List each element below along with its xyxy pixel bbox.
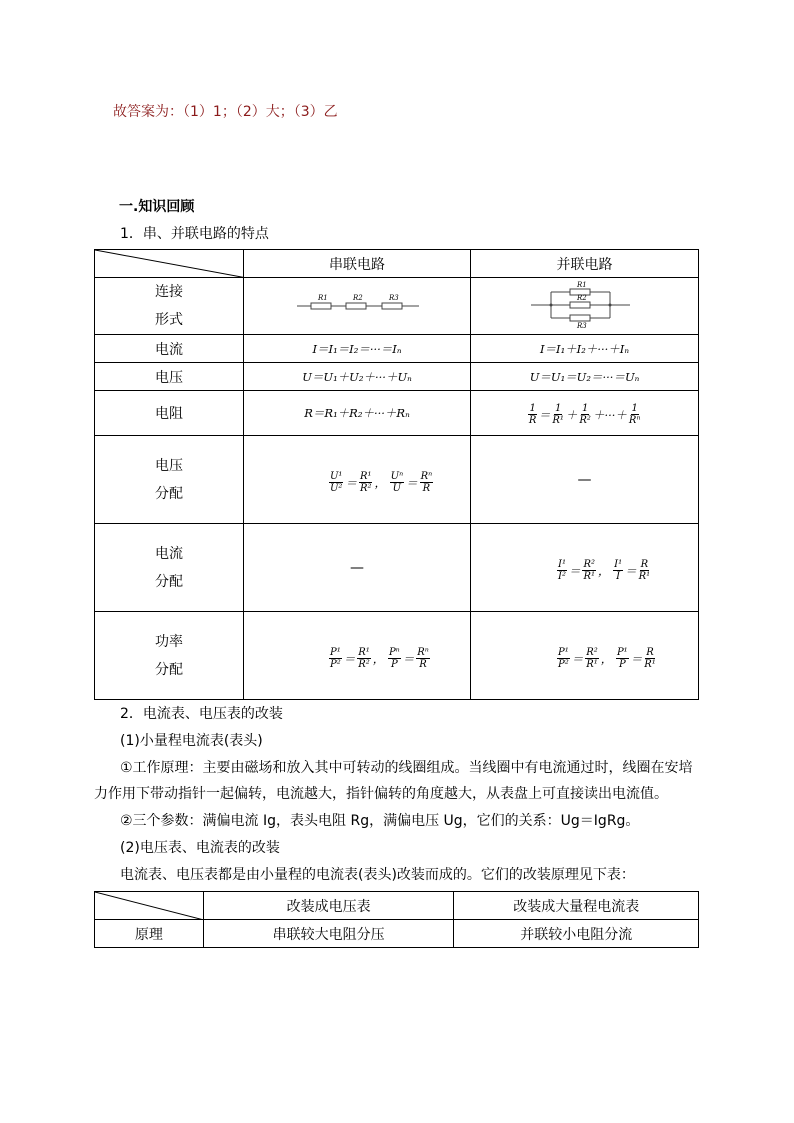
paragraph-1a: ①工作原理：主要由磁场和放入其中可转动的线圈组成。当线圈中有电流通过时，线圈在安培 (120, 760, 693, 776)
parallel-resistance-formula: $\frac{1}{R}$ ＝ $\frac{1}{\text{R¹}}$ ＋ $\frac{1}{\text{R²}}$ ＋···＋ $\frac{1}{\text{Rⁿ}}$ (471, 391, 699, 436)
resistor-label-r2: R2 (353, 294, 363, 302)
row-label-voltage: 电压 (95, 363, 244, 391)
circuit-table (94, 249, 699, 700)
diagonal-header-cell-2 (95, 892, 204, 920)
sub1-heading: (1)小量程电流表(表头) (120, 733, 263, 749)
paragraph-1b: 力作用下带动指针一起偏转，电流越大，指针偏转的角度越大，从表盘上可直接读出电流值。 (94, 786, 668, 802)
resistor-label-p1: R1 (577, 281, 587, 289)
answer-text: 故答案为：（1）1；（2）大；（3）乙 (113, 104, 338, 120)
resistor-label-r1: R1 (318, 294, 328, 302)
row-label-idist: 电流 分配 (95, 524, 244, 612)
series-circuit-diagram (244, 278, 471, 335)
resistor-label-p3: R3 (577, 322, 587, 330)
row-label-vdist: 电压 分配 (95, 436, 244, 524)
row-label-principle: 原理 (95, 920, 204, 948)
parallel-pdist-formula: $\frac{\text{P¹}}{\text{P²}}$ ＝ $\frac{\text{R²}}{\text{R¹}}$ ， $\frac{\text{P¹}}{P}$ ＝ $\frac{R}{\text{R¹}}$ (471, 612, 699, 700)
row-label-current: 电流 (95, 335, 244, 363)
row-label-connect: 连接 形式 (95, 278, 244, 335)
resistor-label-r3: R3 (389, 294, 399, 302)
series-current-formula: I＝I₁＝I₂＝···＝Iₙ (244, 335, 471, 363)
sub2-heading: (2)电压表、电流表的改装 (120, 840, 280, 856)
series-idist-dash: — (244, 524, 471, 612)
parallel-vdist-dash: — (471, 436, 699, 524)
item2-heading: 2．电流表、电压表的改装 (120, 706, 283, 722)
paragraph-3: 电流表、电压表都是由小量程的电流表(表头)改装而成的。它们的改装原理见下表： (120, 867, 635, 883)
series-resistance-formula: R＝R₁＋R₂＋···＋Rₙ (244, 391, 471, 436)
item1-heading: 1．串、并联电路的特点 (120, 226, 269, 242)
parallel-circuit-diagram (471, 278, 699, 335)
series-voltage-formula: U＝U₁＋U₂＋···＋Uₙ (244, 363, 471, 391)
diagonal-header-cell (95, 250, 244, 278)
row-label-resistance: 电阻 (95, 391, 244, 436)
parallel-idist-formula: $\frac{\text{I¹}}{\text{I²}}$ ＝ $\frac{\text{R²}}{\text{R¹}}$ ， $\frac{\text{I¹}}{I}$ ＝ $\frac{R}{\text{R¹}}$ (471, 524, 699, 612)
header-ammeter: 改装成大量程电流表 (454, 892, 699, 920)
header-series: 串联电路 (244, 250, 471, 278)
parallel-voltage-formula: U＝U₁＝U₂＝···＝Uₙ (471, 363, 699, 391)
resistor-label-p2: R2 (577, 294, 587, 302)
header-parallel: 并联电路 (471, 250, 699, 278)
section-title: 一.知识回顾 (119, 199, 195, 215)
ammeter-principle: 并联较小电阻分流 (454, 920, 699, 948)
series-pdist-formula: $\frac{\text{P¹}}{\text{P²}}$ ＝ $\frac{\text{R¹}}{\text{R²}}$ ， $\frac{\text{Pⁿ}}{P}$ ＝ $\frac{\text{Rⁿ}}{R}$ (244, 612, 471, 700)
voltmeter-principle: 串联较大电阻分压 (203, 920, 454, 948)
parallel-current-formula: I＝I₁＋I₂＋···＋Iₙ (471, 335, 699, 363)
paragraph-2: ②三个参数：满偏电流 Ig，表头电阻 Rg，满偏电压 Ug，它们的关系：Ug＝IgRg。 (120, 813, 640, 829)
series-vdist-formula: $\frac{\text{U¹}}{\text{U²}}$ ＝ $\frac{\text{R¹}}{\text{R²}}$ ， $\frac{\text{Uⁿ}}{U}$ ＝ $\frac{\text{Rⁿ}}{R}$ (244, 436, 471, 524)
header-voltmeter: 改装成电压表 (203, 892, 454, 920)
row-label-pdist: 功率 分配 (95, 612, 244, 700)
conversion-table (94, 891, 699, 948)
